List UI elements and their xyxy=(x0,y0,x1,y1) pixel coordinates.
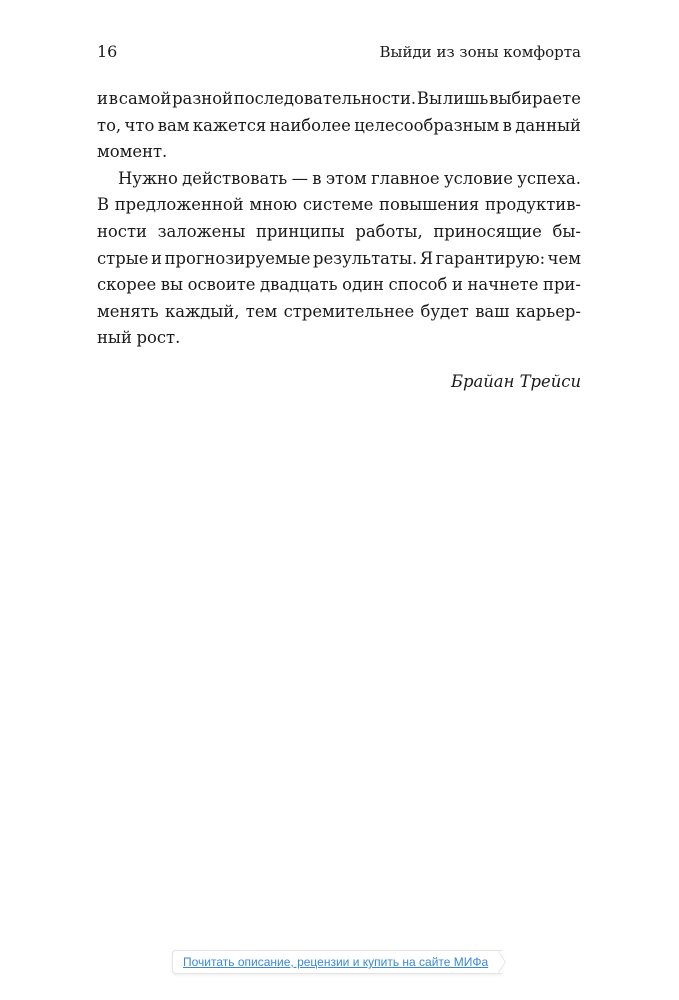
text-word: наиболее xyxy=(269,115,351,135)
text-word: кажется xyxy=(192,115,267,135)
text-word: тем xyxy=(245,301,278,321)
text-word: стремительнее xyxy=(283,301,415,321)
text-word: вы xyxy=(160,275,184,295)
text-word: повышения xyxy=(379,195,480,215)
text-word: самой xyxy=(118,89,172,108)
text-word: то, xyxy=(97,115,122,135)
text-word: этом xyxy=(325,168,367,188)
text-word: разной xyxy=(172,89,233,108)
text-line xyxy=(97,139,581,166)
text-line xyxy=(97,272,581,299)
text-word: и xyxy=(97,89,108,108)
text-word: ности xyxy=(97,221,147,241)
text-word: — xyxy=(291,168,308,188)
text-word: целесообразным xyxy=(354,115,500,135)
text-word: один xyxy=(342,275,384,295)
text-word: ваш xyxy=(475,301,510,321)
text-line xyxy=(97,113,581,140)
text-line xyxy=(97,299,581,326)
text-word: момент. xyxy=(97,142,168,162)
text-word: мною xyxy=(249,195,298,215)
text-word: результаты. xyxy=(312,248,418,268)
text-word: будет xyxy=(420,301,469,321)
text-word: способ xyxy=(388,275,448,295)
text-word: выбираете xyxy=(489,89,581,108)
text-word: условие xyxy=(443,168,513,188)
text-line xyxy=(97,166,581,193)
text-line xyxy=(97,86,581,113)
text-word: двадцать xyxy=(260,275,338,295)
text-word: вам xyxy=(157,115,190,135)
text-word: Нужно xyxy=(118,168,178,188)
text-word: предложенной xyxy=(114,195,244,215)
text-word: продуктив- xyxy=(484,195,581,215)
text-line xyxy=(97,325,581,352)
text-word: бы- xyxy=(552,221,581,241)
author-signature: Брайан Трейси xyxy=(450,372,581,391)
text-word: в xyxy=(108,89,118,108)
text-word: менять xyxy=(97,301,159,321)
text-word: и xyxy=(451,275,463,295)
text-word: что xyxy=(124,115,155,135)
running-title: Выйди из зоны комфорта xyxy=(379,43,581,61)
text-word: чем xyxy=(547,248,581,268)
text-line xyxy=(97,192,581,219)
text-word: ный xyxy=(97,328,132,348)
link-arrow-icon xyxy=(497,950,505,974)
text-word: каждый, xyxy=(165,301,240,321)
text-word: начнете xyxy=(467,275,539,295)
text-word: при- xyxy=(543,275,581,295)
text-word: заложены xyxy=(157,221,246,241)
text-word: Вы xyxy=(416,89,442,108)
page-number: 16 xyxy=(97,42,118,61)
text-word: главное xyxy=(371,168,440,188)
text-word: действовать xyxy=(182,168,288,188)
text-word: лишь xyxy=(442,89,489,108)
text-word: гарантирую: xyxy=(435,248,546,268)
text-word: прогнозируемые xyxy=(164,248,311,268)
text-word: приносящие xyxy=(433,221,542,241)
buy-book-link[interactable]: Почитать описание, рецензии и купить на сайте МИФа xyxy=(172,950,502,974)
body-text xyxy=(97,86,581,352)
text-word: системе xyxy=(302,195,374,215)
text-word: рост. xyxy=(136,328,181,348)
text-word: в xyxy=(312,168,322,188)
text-word: карьер- xyxy=(515,301,581,321)
text-word: в xyxy=(502,115,512,135)
text-line xyxy=(97,219,581,246)
text-word: успеха. xyxy=(517,168,581,188)
text-word: принципы xyxy=(256,221,345,241)
text-word: последовательности. xyxy=(233,89,417,108)
text-word: освоите xyxy=(187,275,256,295)
text-word: данный xyxy=(515,115,581,135)
text-word: работы, xyxy=(355,221,423,241)
text-word: скорее xyxy=(97,275,157,295)
text-line xyxy=(97,246,581,273)
text-word: Я xyxy=(419,248,434,268)
text-word: стрые xyxy=(97,248,149,268)
text-word: В xyxy=(97,195,110,215)
text-word: и xyxy=(151,248,162,268)
